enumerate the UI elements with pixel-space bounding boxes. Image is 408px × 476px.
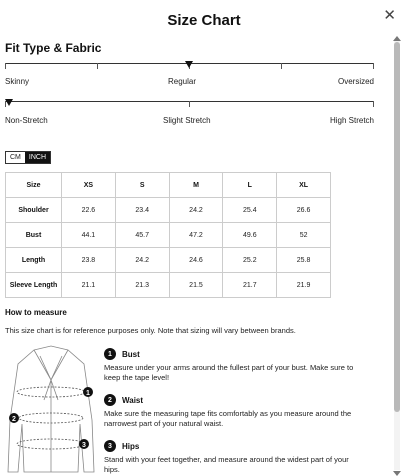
fit-label-oversized: Oversized	[337, 77, 374, 86]
step-number: 1	[104, 348, 116, 360]
table-header-cell: XS	[62, 173, 116, 198]
table-cell: 21.9	[277, 273, 331, 298]
fit-type-scale	[5, 63, 374, 73]
table-header-cell: L	[223, 173, 277, 198]
row-label: Sleeve Length	[6, 273, 62, 298]
step-number: 3	[104, 440, 116, 452]
svg-text:1: 1	[86, 390, 90, 397]
fit-type-marker	[185, 61, 193, 68]
table-cell: 26.6	[277, 198, 331, 223]
table-row	[6, 248, 331, 273]
row-label: Shoulder	[6, 198, 62, 223]
table-cell: 23.4	[115, 198, 169, 223]
table-cell: 25.2	[223, 248, 277, 273]
stretch-label-slight: Slight Stretch	[163, 116, 211, 125]
stretch-label-high: High Stretch	[329, 116, 374, 125]
step-number: 2	[104, 394, 116, 406]
step-name: Waist	[122, 395, 144, 405]
table-header-row	[6, 173, 331, 198]
table-cell: 24.2	[115, 248, 169, 273]
modal-title: Size Chart	[167, 12, 241, 29]
unit-toggle	[5, 151, 51, 164]
close-icon[interactable]: ✕	[383, 7, 396, 24]
step-text: Measure under your arms around the fullest part of your bust. Make sure to keep the tape level!	[104, 363, 354, 382]
vertical-scrollbar[interactable]	[380, 36, 408, 476]
scroll-down-icon[interactable]	[393, 471, 401, 476]
row-label: Bust	[6, 223, 62, 248]
table-cell: 44.1	[62, 223, 116, 248]
fit-section-title: Fit Type & Fabric	[5, 41, 102, 55]
step-waist	[104, 394, 364, 429]
waist-marker	[9, 413, 19, 423]
table-cell: 24.6	[169, 248, 223, 273]
table-cell: 21.7	[223, 273, 277, 298]
unit-inch-button[interactable]: INCH	[25, 152, 50, 163]
scroll-up-icon[interactable]	[393, 36, 401, 41]
table-cell: 24.2	[169, 198, 223, 223]
stretch-label-non: Non-Stretch	[5, 116, 48, 125]
fit-label-regular: Regular	[168, 77, 197, 86]
row-label: Length	[6, 248, 62, 273]
svg-text:3: 3	[82, 442, 86, 449]
table-cell: 21.1	[62, 273, 116, 298]
table-header-cell: S	[115, 173, 169, 198]
table-header-cell: XL	[277, 173, 331, 198]
jacket-illustration	[4, 340, 98, 476]
step-text: Stand with your feet together, and measure around the widest part of your hips.	[104, 455, 349, 474]
table-row	[6, 223, 331, 248]
measure-title: How to measure	[5, 308, 67, 317]
step-hips	[104, 440, 364, 475]
hips-marker	[79, 439, 89, 449]
table-cell: 21.3	[115, 273, 169, 298]
table-cell: 22.6	[62, 198, 116, 223]
table-cell: 45.7	[115, 223, 169, 248]
table-row	[6, 273, 331, 298]
measure-note: This size chart is for reference purposes only. Note that sizing will vary between brands.	[5, 326, 296, 335]
fit-label-skinny: Skinny	[5, 77, 30, 86]
stretch-marker	[5, 99, 13, 106]
step-name: Bust	[122, 349, 140, 359]
table-cell: 21.5	[169, 273, 223, 298]
table-cell: 25.8	[277, 248, 331, 273]
table-header-cell: Size	[6, 173, 62, 198]
table-header-cell: M	[169, 173, 223, 198]
size-table	[5, 172, 331, 298]
svg-text:2: 2	[12, 416, 16, 423]
step-name: Hips	[122, 441, 140, 451]
step-bust	[104, 348, 364, 383]
table-cell: 25.4	[223, 198, 277, 223]
table-cell: 47.2	[169, 223, 223, 248]
table-row	[6, 198, 331, 223]
scrollbar-thumb[interactable]	[394, 42, 400, 412]
unit-cm-button[interactable]: CM	[10, 154, 21, 161]
bust-marker	[83, 387, 93, 397]
size-chart-content	[0, 36, 380, 476]
table-cell: 52	[277, 223, 331, 248]
step-text: Make sure the measuring tape fits comfortably as you measure around the narrowest part of your natural waist.	[104, 409, 352, 428]
table-cell: 23.8	[62, 248, 116, 273]
table-cell: 49.6	[223, 223, 277, 248]
stretch-scale	[5, 101, 374, 111]
